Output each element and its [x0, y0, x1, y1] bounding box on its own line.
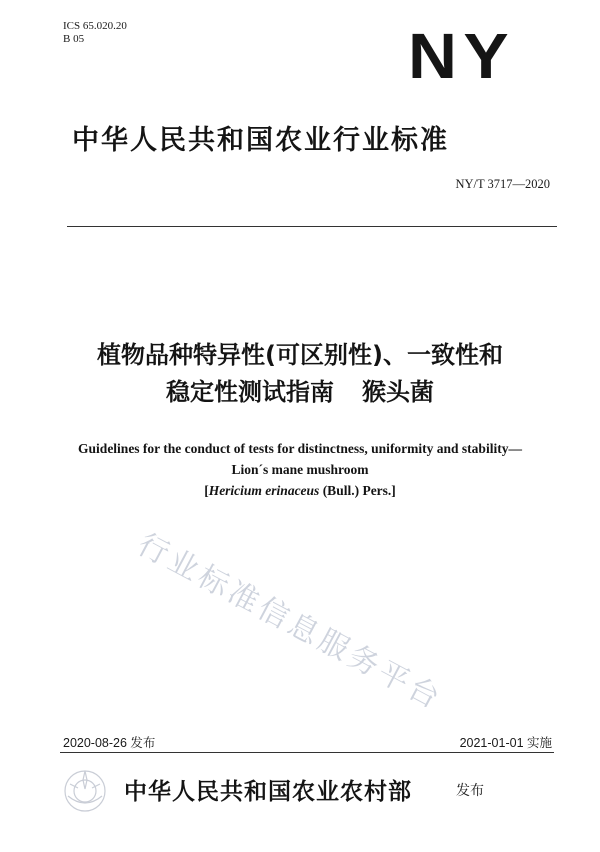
issue-date: 2020-08-26 发布 [63, 736, 156, 750]
publisher-name: 中华人民共和国农业农村部 [124, 779, 412, 805]
class-code: B 05 [63, 33, 85, 45]
english-title-line3 [40, 480, 560, 501]
english-title-line1: Guidelines for the conduct of tests for distinctness, uniformity and stability— [78, 441, 522, 456]
chinese-title-line2 [40, 374, 560, 411]
bottom-divider [60, 752, 554, 753]
english-title-line2: Lion´s mane mushroom [231, 462, 369, 477]
standard-code: NY/T 3717—2020 [455, 177, 550, 191]
chinese-title-line1: 植物品种特异性(可区别性)、一致性和 [97, 341, 503, 369]
effective-date: 2021-01-01 实施 [459, 736, 552, 750]
standard-category-title: 中华人民共和国农业行业标准 [72, 125, 449, 156]
chinese-title-line2-part1: 稳定性测试指南 [166, 378, 334, 406]
chinese-title-line2-part2: 猴头菌 [362, 378, 434, 406]
watermark-text: 行业标准信息服务平台 [131, 527, 449, 718]
latin-name-open-bracket: [ [204, 483, 209, 498]
top-divider [67, 226, 557, 227]
ics-code: ICS 65.020.20 [63, 20, 127, 32]
ny-logo: NY [408, 20, 515, 92]
latin-authority: (Bull.) Pers.] [319, 483, 396, 498]
english-title [40, 438, 560, 501]
latin-name: Hericium erinaceus [208, 483, 320, 498]
chinese-title [40, 337, 560, 411]
ics-classification [63, 20, 127, 46]
publish-label: 发布 [456, 783, 484, 799]
emblem-icon [60, 766, 110, 816]
